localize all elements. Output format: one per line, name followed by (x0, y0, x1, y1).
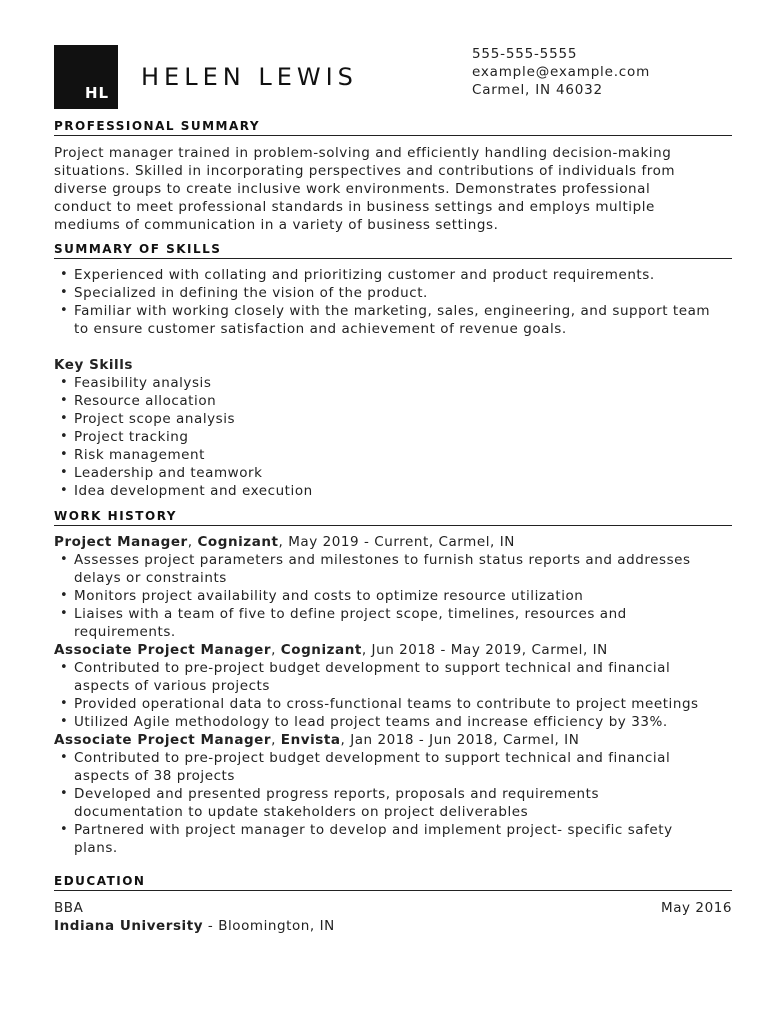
job-heading: Project Manager, Cognizant, May 2019 - Current, Carmel, IN (54, 534, 515, 550)
key-skill-item: • Resource allocation (54, 392, 732, 410)
education-school: Indiana University (54, 918, 204, 934)
job-entry (54, 731, 732, 857)
monogram-initials: HL (85, 84, 110, 102)
job-role: Associate Project Manager (54, 732, 272, 748)
skills-bullet-list (54, 266, 732, 338)
job-bullet: • Developed and presented progress reports, proposals and requirements documentation to update stakeholders on project deliverables (54, 785, 732, 821)
key-skills-title: Key Skills (54, 357, 133, 373)
contact-phone: 555-555-5555 (472, 46, 578, 62)
job-company: Cognizant (280, 642, 362, 658)
education-degree: BBA (54, 900, 84, 916)
job-company: Cognizant (197, 534, 279, 550)
job-heading: Associate Project Manager, Cognizant, Jun 2018 - May 2019, Carmel, IN (54, 642, 608, 658)
job-entry (54, 641, 732, 731)
section-title-summary: PROFESSIONAL SUMMARY (54, 119, 732, 136)
job-bullet: • Provided operational data to cross-functional teams to contribute to project meetings (54, 695, 732, 713)
job-bullet: • Liaises with a team of five to define project scope, timelines, resources and requirements. (54, 605, 732, 641)
contact-email: example@example.com (472, 64, 651, 80)
job-role: Associate Project Manager (54, 642, 272, 658)
key-skill-item: • Leadership and teamwork (54, 464, 732, 482)
education-degree-row (54, 899, 732, 917)
section-title-skills: SUMMARY OF SKILLS (54, 242, 732, 259)
skills-bullet: • Specialized in defining the vision of the product. (54, 284, 732, 302)
key-skills-list (54, 374, 732, 500)
contact-info (472, 45, 650, 99)
summary-text: Project manager trained in problem-solving and efficiently handling decision-making situations. Skilled in incorporating perspectives and contributions of individuals from diverse groups to create inclusive work environments. Demonstrates professional conduct to meet professional standards in business settings and employs multiple mediums of communication in a variety of business settings. (54, 145, 676, 233)
section-title-education: EDUCATION (54, 874, 732, 891)
job-bullet: • Contributed to pre-project budget development to support technical and financial aspects of 38 projects (54, 749, 732, 785)
key-skill-item: • Feasibility analysis (54, 374, 732, 392)
skills-summary (54, 266, 732, 338)
job-bullet: • Assesses project parameters and milestones to furnish status reports and addresses delays or constraints (54, 551, 732, 587)
job-bullet-list (54, 551, 732, 641)
job-bullet-list (54, 749, 732, 857)
key-skill-item: • Risk management (54, 446, 732, 464)
skills-bullet: • Familiar with working closely with the marketing, sales, engineering, and support team to ensure customer satisfaction and achievement of revenue goals. (54, 302, 732, 338)
contact-location: Carmel, IN 46032 (472, 82, 603, 98)
section-title-work: WORK HISTORY (54, 509, 732, 526)
job-details: , Jan 2018 - Jun 2018, Carmel, IN (340, 732, 580, 748)
key-skill-item: • Project scope analysis (54, 410, 732, 428)
education-date: May 2016 (661, 900, 732, 916)
key-skill-item: • Idea development and execution (54, 482, 732, 500)
key-skills (54, 356, 732, 500)
education-school-row (54, 917, 732, 935)
job-bullet: • Contributed to pre-project budget development to support technical and financial aspects of various projects (54, 659, 732, 695)
education-school-location: - Bloomington, IN (203, 918, 335, 934)
work-history (54, 533, 732, 857)
education-entry (54, 899, 732, 935)
job-entry (54, 533, 732, 641)
job-bullet: • Monitors project availability and costs to optimize resource utilization (54, 587, 732, 605)
job-bullet: • Utilized Agile methodology to lead project teams and increase efficiency by 33%. (54, 713, 732, 731)
key-skill-item: • Project tracking (54, 428, 732, 446)
job-role: Project Manager (54, 534, 188, 550)
job-bullet-list (54, 659, 732, 731)
monogram-badge (54, 45, 118, 109)
job-details: , Jun 2018 - May 2019, Carmel, IN (361, 642, 608, 658)
job-heading: Associate Project Manager, Envista, Jan 2018 - Jun 2018, Carmel, IN (54, 732, 580, 748)
job-company: Envista (280, 732, 341, 748)
candidate-name: HELEN LEWIS (141, 63, 358, 91)
job-details: , May 2019 - Current, Carmel, IN (278, 534, 515, 550)
job-bullet: • Partnered with project manager to develop and implement project- specific safety plans. (54, 821, 732, 857)
skills-bullet: • Experienced with collating and prioritizing customer and product requirements. (54, 266, 732, 284)
